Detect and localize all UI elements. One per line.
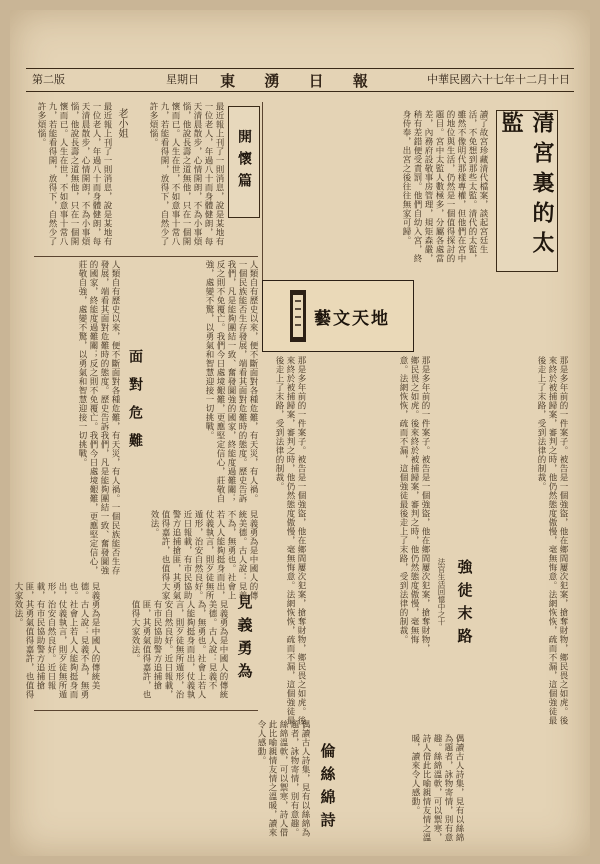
banner-title: 藝文天地	[314, 308, 390, 329]
masthead-paper-name: 東 湧 日 報	[220, 72, 380, 90]
article-body-robber-cont2: 那是多年前的一件案子。被告是一個強盜，他在鄉間屢次犯案，搶奪財物，鄉民畏之如虎。後來終於被捕歸案，審判之時，他仍然態度傲慢，毫無悔意。法網恢恢，疏而不漏，這個強徒最後走上了末路，受到法律的制裁。	[274, 356, 306, 725]
masthead-page-number: 第二版	[32, 73, 65, 86]
article-title-crisis: 面對危難	[127, 349, 143, 461]
article-title-robber: 強徒末路	[455, 559, 474, 651]
article-body-crisis: 人類自有歷史以來，便不斷面對各種危難，有天災，有人禍。一個民族能否生存發展，端看其面對危難時的態度。歷史告訴我們，凡是能夠團結一致、奮發圖強的國家，終能度過難關；反之則不免覆亡。我們今日處境艱難，更應堅定信心，莊敬自強，處變不驚，以勇氣和智慧迎接一切挑戰。	[204, 260, 258, 503]
masthead-date: 中華民國六十七年十二月十日	[427, 73, 570, 86]
section-divider	[34, 710, 258, 711]
article-body-crisis-cont: 人類自有歷史以來，便不斷面對各種危難，有天災，有人禍。一個民族能否生存發展，端看其面對危難時的態度。歷史告訴我們，凡是能夠團結一致、奮發圖強的國家，終能度過難關；反之則不免覆亡。我們今日處境艱難，更應堅定信心，莊敬自強，處變不驚，以勇氣和智慧迎接一切挑戰。	[77, 260, 120, 575]
article-title-qing-palace: 清宮裏的太監	[496, 110, 558, 272]
scroll-icon	[287, 287, 309, 345]
newspaper-page	[10, 10, 590, 856]
article-title-poem: 倫絲綿詩	[318, 743, 337, 835]
article-body-courage-cont2: 見義勇為是中國人的傳統美德。古人說：見義不為，無勇也。社會上若人人能夠挺身而出，仗義執言，則歹徒無所遁形，治安自然良好。近日報載，有市民協助警方追捕搶匪，其勇氣值得嘉許，也值得大家效法。	[13, 582, 100, 699]
article-body-nostalgia-cont: 最近報上刊了一則消息，說是某地有一位老人，年過八十而身體健朗，每天清晨散步，心情開朗，不為小事煩惱，他說長壽之道無他，只在一個開懷而已。人生在世，不如意事十常八九，若能看得開，放得下，自然少了許多煩惱。	[36, 102, 112, 246]
article-title-courage: 見義勇為	[235, 594, 254, 686]
article-title-nostalgia: 開懷篇	[228, 106, 260, 218]
article-body-poem-cont: 偶讀古人詩集，見有以絲綿為題者，詠物寄情，別有意趣。絲綿溫軟，可以禦寒，詩人借此比喻親情友情之溫暖，讀來令人感動。	[256, 720, 310, 837]
byline-robber: 法官生活回憶中之十	[437, 558, 446, 626]
article-body-poem: 偶讀古人詩集，見有以絲綿為題者，詠物寄情，別有意趣。絲綿溫軟，可以禦寒，詩人借此比喻親情友情之溫暖，讀來令人感動。	[410, 734, 464, 842]
article-body-nostalgia: 最近報上刊了一則消息，說是某地有一位老人，年過八十而身體健朗，每天清晨散步，心情開朗，不為小事煩惱，他說長壽之道無他，只在一個開懷而已。人生在世，不如意事十常八九，若能看得開，放得下，自然少了許多煩惱。	[148, 102, 224, 246]
article-body-robber: 那是多年前的一件案子。被告是一個強盜，他在鄉間屢次犯案，搶奪財物，鄉民畏之如虎。後來終於被捕歸案，審判之時，他仍然態度傲慢，毫無悔意。法網恢恢，疏而不漏，這個強徒最後走上了末路，受到法律的制裁。	[536, 356, 568, 725]
article-body-courage: 見義勇為是中國人的傳統美德。古人說：見義不為，無勇也。社會上若人人能夠挺身而出，仗義執言，則歹徒無所遁形，治安自然良好。近日報載，有市民協助警方追捕搶匪，其勇氣值得嘉許，也值得大家效法。	[149, 510, 258, 600]
masthead	[26, 68, 574, 92]
article-body-robber-cont: 那是多年前的一件案子。被告是一個強盜，他在鄉間屢次犯案，搶奪財物，鄉民畏之如虎。後來終於被捕歸案，審判之時，他仍然態度傲慢，毫無悔意。法網恢恢，疏而不漏，這個強徒最後走上了末路，受到法律的制裁。	[398, 356, 430, 653]
section-banner-art-world	[262, 280, 414, 352]
byline-nostalgia: 老小姐	[116, 108, 127, 138]
section-divider	[34, 256, 258, 257]
article-body-qing-palace: 讀了故宮珍藏清代檔案，談起宮廷生活，不免想到那些太監。清代的太監，雖然不像明代那樣專權，但他們在宮中的地位與生活，仍然是一個值得探討的題目。宮中太監人數極多，分屬各處當差，內務府設敬事房管理，規矩森嚴，稍有差錯便受責罰。他們自幼入宮，終身侍奉，出宮之後往往無家可歸。	[401, 110, 488, 263]
masthead-day: 星期日	[166, 73, 199, 86]
article-body-courage-cont: 見義勇為是中國人的傳統美德。古人說：見義不為，無勇也。社會上若人人能夠挺身而出，仗義執言，則歹徒無所遁形，治安自然良好。近日報載，有市民協助警方追捕搶匪，其勇氣值得嘉許，也值得大家效法。	[130, 600, 228, 699]
